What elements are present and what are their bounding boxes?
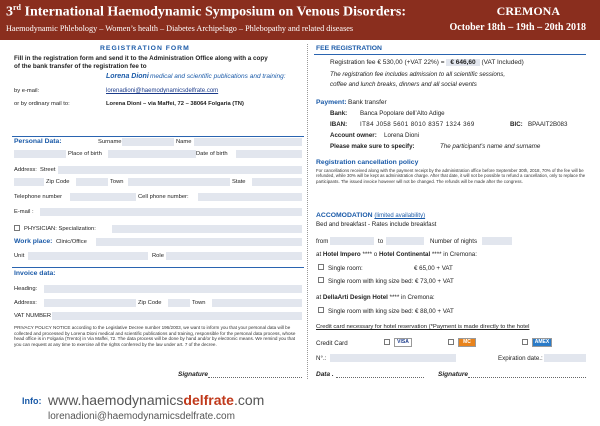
accommodation-title: ACCOMODATION (limited availability) (316, 212, 426, 219)
amex-checkbox[interactable] (522, 339, 528, 345)
vat-label: VAT NUMBER (14, 313, 52, 319)
symposium-dates: October 18th – 19th – 20th 2018 (449, 22, 586, 33)
amex-icon: AMEX (532, 338, 552, 347)
right-signature-line[interactable] (468, 377, 586, 378)
address-label: Address: (14, 167, 37, 173)
bic-value: BPAAIT2B083 (528, 121, 568, 128)
nights-label: Number of nights (430, 238, 478, 245)
iban-value: IT84 J058 5601 8010 8357 1324 369 (360, 121, 475, 128)
cancellation-policy-text: For cancellations received along with the payment receipt by the administration office before September 30th, 2018, 70% of the fee will be refunded, while 30% will be kept as administration charge. After that date, it will not be possible to refund a cancellation, only to replace the participants. The issued invoice however will not be changed. The refunds will be made after the congress. (316, 168, 586, 184)
clinic-label: Clinic/Office (56, 239, 87, 245)
bank-label: Bank: (330, 110, 348, 117)
privacy-notice: PRIVACY POLICY NOTICE according to the Legislative Decree number 196/2003, we want to inform you that your personal data will be collected and processed by Lorena Dioni medical and scientific publications and training, responsible for the personal data process, whose head office is in Folgaria (Trento) in Via Maffei, 72. The data process will be done by hand and/or by electronic means. We remind you that you can request at any time to exercise all the rights conferred by the law under art. 7 of the decree. (14, 325, 296, 347)
town-label: Town (110, 179, 124, 185)
place-of-birth-label: Place of birth (68, 151, 102, 157)
symposium-title: 3rd International Haemodynamic Symposium on Venous Disorders: (6, 3, 407, 20)
heading-label: Heading: (14, 286, 38, 292)
left-signature-label: Signature (178, 371, 208, 378)
town-input[interactable] (128, 178, 230, 186)
place-of-birth-input[interactable] (108, 150, 196, 158)
hotel-impero-continental: at Hotel Impero **** o Hotel Continental **** in Cremona: (316, 251, 477, 258)
physician-checkbox[interactable] (14, 225, 20, 231)
single-room-1-checkbox[interactable] (318, 264, 324, 270)
cell-phone-input[interactable] (198, 193, 302, 201)
to-date-input[interactable] (386, 237, 424, 245)
payment-title: Payment: (316, 99, 347, 106)
expiration-label: Expiration date.: (498, 355, 543, 362)
expiration-input[interactable] (544, 354, 586, 362)
fee-divider (314, 54, 586, 55)
website-link[interactable]: www.haemodynamicsdelfrate.com (48, 392, 265, 408)
email-field-label: E-mail : (14, 209, 34, 215)
zip-code-input[interactable] (76, 178, 108, 186)
surname-input[interactable] (122, 138, 174, 146)
specify-label: Please make sure to specify: (330, 143, 415, 150)
date-of-birth-input[interactable] (236, 150, 302, 158)
kingsize-1-checkbox[interactable] (318, 277, 324, 283)
fee-registration-title: FEE REGISTRATION (316, 45, 382, 52)
telephone-input[interactable] (70, 193, 136, 201)
state-label: State (232, 179, 246, 185)
contact-name: Lorena Dioni (106, 73, 149, 80)
fee-line: Registration fee € 530,00 (+VAT 22%) = € 646,60 (VAT Included) (330, 59, 524, 66)
nights-input[interactable] (482, 237, 512, 245)
fee-description-1: The registration fee includes admission to all scientific sessions, (330, 71, 506, 78)
specify-value: The participant’s name and surname (440, 143, 541, 150)
invoice-town-label: Town (192, 300, 206, 306)
payment-method: Bank transfer (348, 99, 387, 106)
contact-email-link[interactable]: lorenadioni@haemodynamicsdelfrate.com (106, 88, 219, 94)
contact-role: medical and scientific publications and training: (150, 73, 286, 80)
single-room-1-label: Single room: (328, 265, 363, 272)
vat-input[interactable] (52, 312, 302, 320)
state-input[interactable] (252, 178, 302, 186)
city: CREMONA (496, 4, 560, 18)
kingsize-2-checkbox[interactable] (318, 307, 324, 313)
work-place-title: Work place: (14, 238, 53, 245)
role-label: Role (152, 253, 164, 259)
header-banner (0, 0, 600, 40)
left-signature-line[interactable] (208, 377, 302, 378)
invoice-address-input[interactable] (44, 299, 136, 307)
date-of-birth-label: Date of birth (196, 151, 228, 157)
registration-form-title: REGISTRATION FORM (100, 45, 190, 52)
mastercard-checkbox[interactable] (448, 339, 454, 345)
cancellation-policy-title: Registration cancellation policy (316, 159, 419, 166)
mastercard-icon: MC (458, 338, 476, 347)
personal-divider (12, 136, 304, 137)
invoice-town-input[interactable] (212, 299, 302, 307)
heading-input[interactable] (44, 285, 302, 293)
kingsize-1-label: Single room with king size bed: € 73,00 + VAT (328, 278, 454, 285)
symposium-subtitle: Haemodynamic Phlebology – Women’s health – Diabetes Archipelago – Phlebopathy and related diseases (6, 24, 354, 33)
role-input[interactable] (166, 252, 302, 260)
invoice-data-title: Invoice data: (14, 270, 56, 277)
single-room-1-price: € 65,00 + VAT (414, 265, 453, 272)
cell-phone-label: Cell phone number: (138, 194, 189, 200)
specialization-input[interactable] (112, 225, 302, 233)
personal-data-title: Personal Data: (14, 138, 62, 145)
account-owner: Lorena Dioni (384, 132, 420, 139)
from-label: from (316, 238, 329, 245)
date-label: Data . (316, 371, 334, 378)
unit-input[interactable] (28, 252, 148, 260)
invoice-zip-label: Zip Code (138, 300, 162, 306)
right-signature-label: Signature (438, 371, 468, 378)
visa-icon: VISA (394, 338, 412, 347)
name-label: Name (176, 139, 192, 145)
hotel-dellaarti: at DellaArti Design Hotel **** in Cremona: (316, 294, 435, 301)
street-label: Street (40, 167, 56, 173)
invoice-zip-input[interactable] (168, 299, 190, 307)
account-owner-label: Account owner: (330, 132, 377, 139)
zip-code-label: Zip Code (46, 179, 70, 185)
bed-and-breakfast-note: Bed and breakfast - Rates include breakfast (316, 221, 437, 228)
card-number-input[interactable] (330, 354, 456, 362)
card-number-label: N°.: (316, 355, 327, 362)
intro-line-2: of the bank transfer of the registration fee to (14, 63, 147, 70)
mail-address: Lorena Dioni – via Maffei, 72 – 38064 Folgaria (TN) (106, 101, 244, 107)
bank-name: Banca Popolare dell’Alto Adige (360, 110, 445, 117)
unit-label: Unit (14, 253, 25, 259)
date-line[interactable] (336, 377, 424, 378)
intro-line-1: Fill in the registration form and send it to the Administration Office along with a copy (14, 55, 268, 62)
by-email-label: by e-mail: (14, 88, 40, 94)
footer-email-link[interactable]: lorenadioni@haemodynamicsdelfrate.com (48, 411, 235, 422)
bic-label: BIC: (510, 121, 523, 128)
telephone-label: Telephone number (14, 194, 63, 200)
kingsize-2-label: Single room with king size bed: € 88,00 + VAT (328, 308, 454, 315)
street-input[interactable] (58, 166, 302, 174)
to-label: to (378, 238, 384, 245)
iban-label: IBAN: (330, 121, 348, 128)
credit-card-label: Credit Card (316, 340, 348, 347)
visa-checkbox[interactable] (384, 339, 390, 345)
invoice-address-label: Address: (14, 300, 37, 306)
name-input[interactable] (194, 138, 302, 146)
physician-label: PHYSICIAN: Specialization: (24, 226, 96, 232)
invoice-divider (12, 267, 304, 268)
personal-extra-input[interactable] (14, 150, 66, 158)
address-extra-input[interactable] (14, 178, 44, 186)
from-date-input[interactable] (330, 237, 374, 245)
credit-card-note: Credit card necessary for hotel reservation (*Payment is made directly to the hotel (316, 324, 530, 330)
by-mail-label: or by ordinary mail to: (14, 101, 70, 107)
email-input[interactable] (40, 208, 302, 216)
surname-label: Surname (98, 139, 122, 145)
info-label: Info: (22, 396, 42, 406)
fee-description-2: coffee and lunch breaks, dinners and all social events (330, 81, 477, 88)
clinic-input[interactable] (96, 238, 302, 246)
column-divider (307, 44, 308, 379)
